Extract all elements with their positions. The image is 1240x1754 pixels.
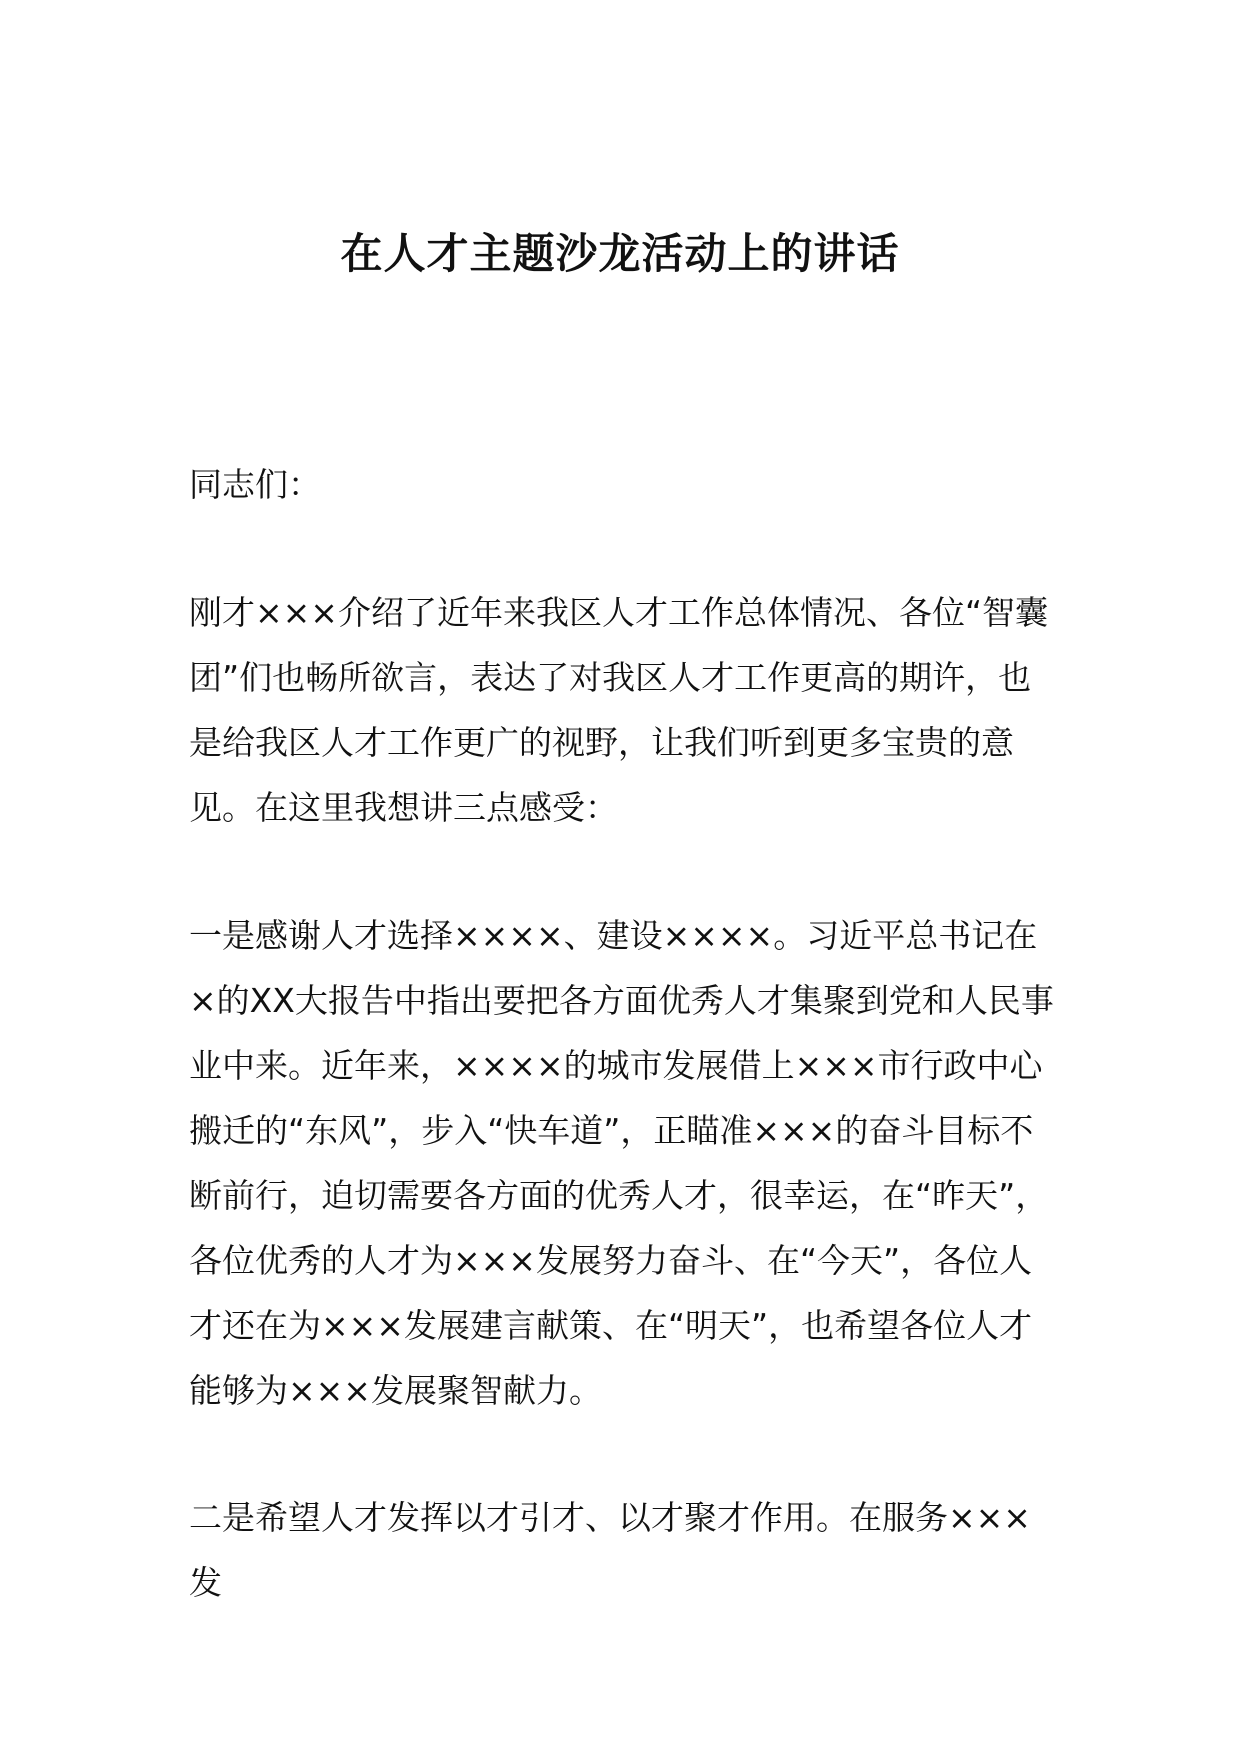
salutation: 同志们：: [189, 465, 321, 504]
paragraph-point-two: 二是希望人才发挥以才引才、以才聚才作用。在服务×××发: [189, 1498, 1031, 1602]
document-title: 在人才主题沙龙活动上的讲话: [340, 229, 900, 279]
paragraph-point-one: 一是感谢人才选择××××、建设××××。习近平总书记在×的XX大报告中指出要把各方面优秀人才集聚到党和人民事业中来。近年来，××××的城市发展借上×××市行政中心搬迁的“东风”，步入“快车道”，正瞄准×××的奋斗目标不断前行，迫切需要各方面的优秀人才，很幸运，在“昨天”，各位优秀的人才为×××发展努力奋斗、在“今天”，各位人才还在为×××发展建言献策、在“明天”，也希望各位人才能够为×××发展聚智献力。: [189, 916, 1054, 1410]
paragraph-intro: 刚才×××介绍了近年来我区人才工作总体情况、各位“智囊团”们也畅所欲言，表达了对我区人才工作更高的期许，也是给我区人才工作更广的视野，让我们听到更多宝贵的意见。在这里我想讲三点感受：: [189, 593, 1049, 827]
